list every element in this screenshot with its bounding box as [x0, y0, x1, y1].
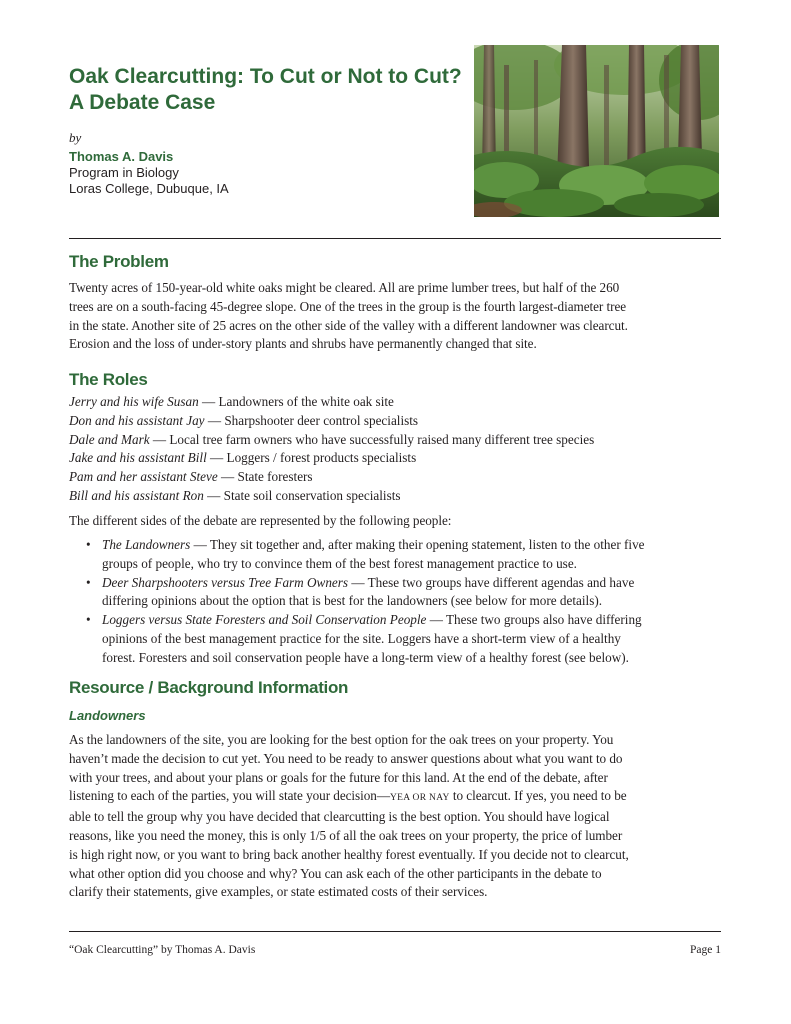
paragraph-line: able to tell the group why you have decided that clearcutting is the best option. You should have logical — [69, 809, 610, 825]
bullet-icon: • — [86, 612, 91, 628]
affiliation-college: Loras College, Dubuque, IA — [69, 181, 229, 196]
page-number: Page 1 — [690, 944, 721, 956]
role-description: — Local tree farm owners who have successfully raised many different tree species — [149, 431, 595, 447]
debate-sides-list — [86, 536, 726, 668]
title-block — [69, 64, 462, 197]
bullet-text: forest. Foresters and soil conservation people have a long-term view of a healthy forest (see below). — [102, 649, 629, 665]
bullet-text: — They sit together and, after making their opening statement, listen to the other five — [190, 537, 645, 552]
paragraph-line: clarify their statements, give examples, or state estimated costs of their services. — [69, 884, 488, 900]
list-item — [86, 611, 726, 667]
forest-photo-illustration — [474, 45, 719, 217]
paragraph-line: what other option did you choose and why? You can ask each of the other participants in the debate to — [69, 865, 602, 881]
paragraph-line: reasons, like you need the money, this is only 1/5 of all the oak trees on your property, the price of lumber — [69, 827, 623, 843]
landowners-subheading: Landowners — [69, 708, 146, 723]
paragraph-text: to clearcut. If yes, you need to be — [449, 788, 627, 804]
byline: by — [69, 130, 82, 145]
footer-divider — [69, 931, 721, 932]
role-name: Don and his assistant Jay — [69, 412, 205, 428]
problem-heading: The Problem — [69, 252, 169, 271]
bullet-text: groups of people, who try to convince them of the best forest management practice to use. — [102, 555, 577, 571]
header-divider — [69, 238, 721, 239]
affiliation-program: Program in Biology — [69, 165, 179, 180]
paragraph-text: listening to each of the parties, you will state your decision— — [69, 788, 390, 804]
paragraph-line: with your trees, and about your plans or goals for the future for this land. At the end of the debate, after — [69, 769, 608, 785]
paragraph-line: is high right now, or you want to bring back another healthy forest eventually. If you decide not to clearcut, — [69, 846, 629, 862]
roles-intro — [69, 512, 721, 531]
bullet-text: opinions of the best management practice for the site. Loggers have a short-term view of a healthy — [102, 630, 621, 646]
role-name: Bill and his assistant Ron — [69, 487, 204, 503]
role-item — [69, 393, 721, 412]
role-description: — Loggers / forest products specialists — [206, 450, 417, 466]
role-item — [69, 412, 721, 431]
roles-intro-text: The different sides of the debate are represented by the following people: — [69, 513, 452, 528]
bullet-icon: • — [86, 537, 91, 552]
role-item — [69, 449, 721, 468]
paragraph-line: haven’t made the decision to cut yet. You need to be ready to answer questions about what you want to do — [69, 750, 623, 766]
author-name: Thomas A. Davis — [69, 149, 174, 164]
role-name: Jake and his assistant Bill — [69, 450, 207, 466]
role-description: — State foresters — [217, 469, 313, 485]
role-item — [69, 468, 721, 487]
bullet-lead: Deer Sharpshooters versus Tree Farm Owners — [102, 574, 349, 590]
yea-text: YEA — [389, 793, 410, 804]
bullet-text: — These two groups also have differing — [426, 612, 642, 628]
paragraph-line: As the landowners of the site, you are looking for the best option for the oak trees on your property. You — [69, 732, 614, 747]
problem-line: Erosion and the loss of under-story plants and shrubs have permanently changed that site. — [69, 336, 537, 352]
bullet-text: — These two groups have different agendas and have — [348, 574, 635, 590]
role-name: Jerry and his wife Susan — [69, 394, 199, 409]
forest-photo — [474, 45, 719, 217]
problem-line: in the state. Another site of 25 acres on the other side of the valley with a different landowner was clearcut. — [69, 317, 628, 333]
bullet-lead: The Landowners — [102, 537, 191, 552]
resource-heading: Resource / Background Information — [69, 678, 349, 697]
roles-list — [69, 393, 721, 506]
role-description: — Sharpshooter deer control specialists — [204, 412, 419, 428]
landowners-paragraph — [69, 731, 721, 902]
roles-heading: The Roles — [69, 370, 148, 389]
page-subtitle: A Debate Case — [69, 91, 216, 114]
problem-line: Twenty acres of 150-year-old white oaks might be cleared. All are prime lumber trees, but half of the 260 — [69, 280, 620, 295]
problem-line: trees are on a south-facing 45-degree slope. One of the trees in the group is the fourth largest-diameter tree — [69, 298, 627, 314]
list-item — [86, 536, 726, 574]
role-item — [69, 431, 721, 450]
problem-paragraph — [69, 279, 721, 354]
nay-text: NAY — [429, 793, 450, 804]
or-text: OR — [409, 793, 430, 804]
bullet-text: differing opinions about the option that is best for the landowners (see below for more details). — [102, 593, 603, 609]
role-item — [69, 487, 721, 506]
role-name: Pam and her assistant Steve — [69, 469, 218, 485]
bullet-lead: Loggers versus State Foresters and Soil Conservation People — [102, 612, 427, 628]
footer-citation: “Oak Clearcutting” by Thomas A. Davis — [69, 944, 256, 956]
paragraph-line — [69, 787, 721, 808]
page-title: Oak Clearcutting: To Cut or Not to Cut? — [69, 65, 462, 88]
role-description: — Landowners of the white oak site — [198, 394, 394, 409]
bullet-icon: • — [86, 574, 91, 590]
role-name: Dale and Mark — [69, 431, 150, 447]
role-description: — State soil conservation specialists — [203, 487, 401, 503]
list-item — [86, 574, 726, 612]
